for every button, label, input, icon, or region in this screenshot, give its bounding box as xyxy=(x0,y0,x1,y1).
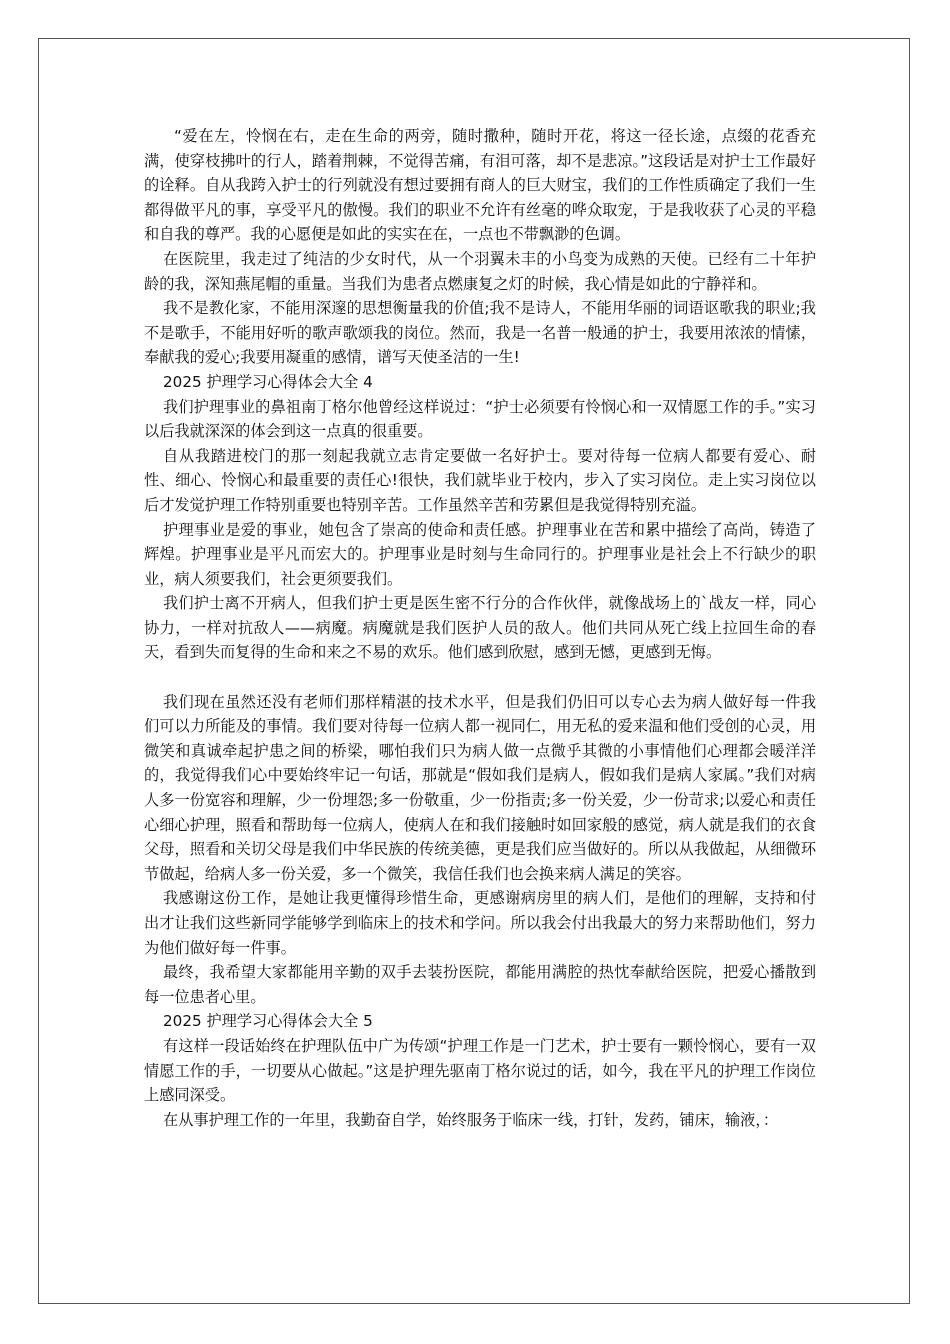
paragraph: “爱在左，怜悯在右，走在生命的两旁，随时撒种，随时开花，将这一径长途，点缀的花香充满，使穿枝拂叶的行人，踏着荆棘，不觉得苦痛，有泪可落，却不是悲凉。”这段话是对护士工作最好的诠释。自从我跨入护士的行列就没有想过要拥有商人的巨大财宝，我们的工作性质确定了我们一生都得做平凡的事，享受平凡的傲慢。我们的职业不允许有丝毫的哗众取宠，于是我收获了心灵的平稳和自我的尊严。我的心愿便是如此的实实在在，一点也不带飘渺的色调。 xyxy=(144,127,816,244)
paragraph: 我感谢这份工作，是她让我更懂得珍惜生命，更感谢病房里的病人们，是他们的理解，支持和付出才让我们这些新同学能够学到临床上的技术和学问。所以我会付出我最大的努力来帮助他们，努力为他们做好每一件事。 xyxy=(144,889,816,957)
paragraph: 我们现在虽然还没有老师们那样精湛的技术水平，但是我们仍旧可以专心去为病人做好每一件我们可以力所能及的事情。我们要对待每一位病人都一视同仁，用无私的爱来温和他们受创的心灵，用微笑和真诚牵起护患之间的桥梁，哪怕我们只为病人做一点微乎其微的小事情他们心理都会暖洋洋的，我觉得我们心中要始终牢记一句话，那就是“假如我们是病人，假如我们是病人家属。”我们对病人多一份宽容和理解，少一份埋怨;多一份敬重，少一份指责;多一份关爱，少一份苛求;以爱心和责任心细心护理，照看和帮助每一位病人，使病人在和我们接触时如回家般的感觉，病人就是我们的衣食父母，照看和关切父母是我们中华民族的传统美德，更是我们应当做好的。所以从我做起，从细微环节做起，给病人多一份关爱，多一个微笑，我信任我们也会换来病人满足的笑容。 xyxy=(144,692,816,883)
paragraph: 我不是教化家，不能用深邃的思想衡量我的价值;我不是诗人，不能用华丽的词语讴歌我的职业;我不是歌手，不能用好听的歌声歌颂我的岗位。然而，我是一名普一般通的护士，我要用浓浓的情愫，奉献我的爱心;我要用凝重的感情，谱写天使圣洁的一生! xyxy=(144,299,816,367)
document-body xyxy=(144,124,816,1132)
section-heading: 2025 护理学习心得体会大全 4 xyxy=(163,372,373,391)
paragraph: 有这样一段话始终在护理队伍中广为传颂“护理工作是一门艺术，护士要有一颗怜悯心，要有一双情愿工作的手，一切要从心做起。”这是护理先驱南丁格尔说过的话，如今，我在平凡的护理工作岗位上感同深受。 xyxy=(144,1036,816,1105)
paragraph: 我们护士离不开病人，但我们护士更是医生密不行分的合作伙伴，就像战场上的`战友一样，同心协力，一样对抗敌人——病魔。病魔就是我们医护人员的敌人。他们共同从死亡线上拉回生命的春天，看到失而复得的生命和来之不易的欢乐。他们感到欣慰，感到无憾，更感到无悔。 xyxy=(144,594,816,662)
paragraph: 在从事护理工作的一年里，我勤奋自学，始终服务于临床一线，打针，发药，铺床，输液，： xyxy=(163,1110,779,1129)
paragraph: 在医院里，我走过了纯洁的少女时代，从一个羽翼未丰的小鸟变为成熟的天使。已经有二十年护龄的我，深知燕尾帽的重量。当我们为患者点燃康复之灯的时候，我心情是如此的宁静祥和。 xyxy=(144,249,816,293)
section-heading: 2025 护理学习心得体会大全 5 xyxy=(163,1012,373,1031)
paragraph: 自从我踏进校门的那一刻起我就立志肯定要做一名好护士。要对待每一位病人都要有爱心、耐性、细心、怜悯心和最重要的责任心!很快，我们就毕业于校内，步入了实习岗位。走上实习岗位以后才发觉护理工作特别重要也特别辛苦。工作虽然辛苦和劳累但是我觉得特别充溢。 xyxy=(144,446,816,514)
blank-line xyxy=(144,665,816,690)
paragraph: 我们护理事业的鼻祖南丁格尔他曾经这样说过：“护士必须要有怜悯心和一双情愿工作的手。”实习以后我就深深的体会到这一点真的很重要。 xyxy=(144,397,816,441)
paragraph: 护理事业是爱的事业，她包含了崇高的使命和责任感。护理事业在苦和累中描绘了高尚，铸造了辉煌。护理事业是平凡而宏大的。护理事业是时刻与生命同行的。护理事业是社会上不行缺少的职业，病人须要我们，社会更须要我们。 xyxy=(144,520,816,588)
paragraph: 最终，我希望大家都能用辛勤的双手去装扮医院，都能用满腔的热忱奉献给医院，把爱心播散到每一位患者心里。 xyxy=(144,963,816,1006)
